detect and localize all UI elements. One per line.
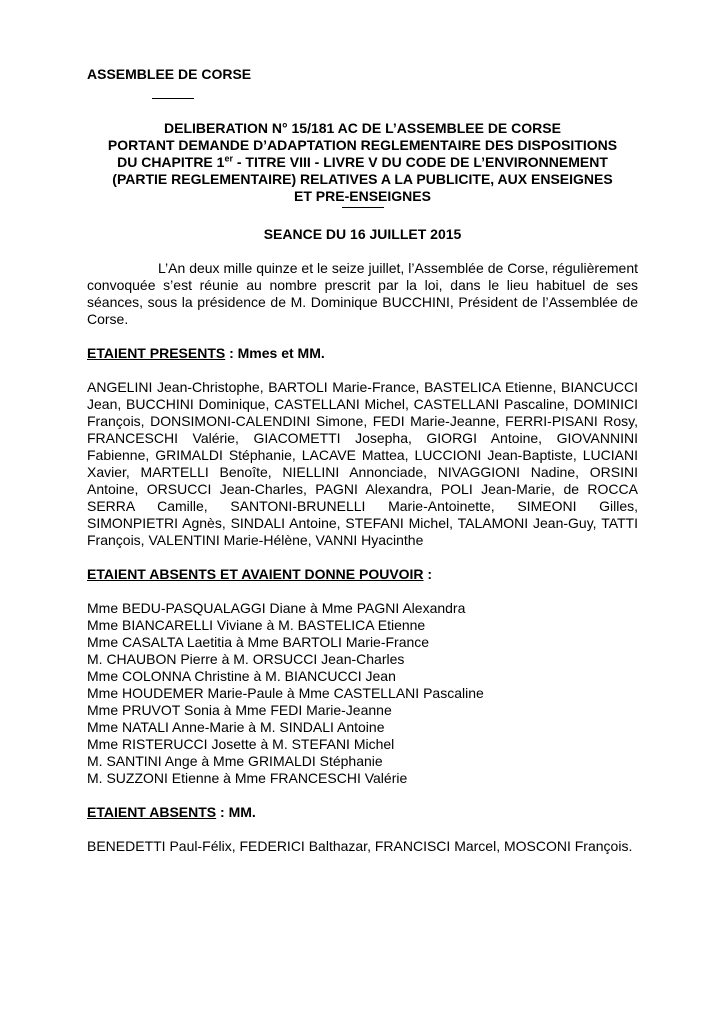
proxy-item: Mme COLONNA Christine à M. BIANCUCCI Jean <box>87 668 396 684</box>
proxy-item: Mme BIANCARELLI Viviane à M. BASTELICA Etienne <box>87 617 426 633</box>
proxy-item: Mme HOUDEMER Marie-Paule à Mme CASTELLANI Pascaline <box>87 685 484 701</box>
proxy-item: Mme PRUVOT Sonia à Mme FEDI Marie-Jeanne <box>87 702 392 718</box>
proxies-list <box>87 600 638 787</box>
title-line-3-end: - TITRE VIII - LIVRE V DU CODE DE L’ENVIRONNEMENT <box>232 154 608 170</box>
proxies-heading-suffix: : <box>423 566 433 582</box>
proxies-heading <box>87 566 638 583</box>
title-line-3-start: DU CHAPITRE 1 <box>117 154 225 170</box>
title-line-3 <box>87 154 638 171</box>
presents-heading <box>87 345 638 362</box>
presents-heading-suffix: : Mmes et MM. <box>225 345 325 361</box>
proxy-item: Mme BEDU-PASQUALAGGI Diane à Mme PAGNI Alexandra <box>87 600 466 616</box>
organization-title: ASSEMBLEE DE CORSE <box>87 66 252 82</box>
intro-paragraph: L’An deux mille quinze et le seize juillet, l’Assemblée de Corse, régulièrement convoquée s’est réunie au nombre prescrit par la loi, dans le lieu habituel de ses séances, sous la présidence de M. Dominique BUCCHINI, Président de l’Assemblée de Corse. <box>87 260 638 327</box>
proxy-item: M. CHAUBON Pierre à M. ORSUCCI Jean-Charles <box>87 651 405 667</box>
proxy-item: M. SANTINI Ange à Mme GRIMALDI Stéphanie <box>87 753 383 769</box>
deliberation-title <box>87 120 638 205</box>
title-line-2: PORTANT DEMANDE D’ADAPTATION REGLEMENTAIRE DES DISPOSITIONS <box>107 137 618 153</box>
proxies-heading-label: ETAIENT ABSENTS ET AVAIENT DONNE POUVOIR <box>87 566 424 582</box>
title-separator <box>342 207 384 208</box>
proxy-item: M. SUZZONI Etienne à Mme FRANCESCHI Valérie <box>87 770 408 786</box>
absents-list: BENEDETTI Paul-Félix, FEDERICI Balthazar, FRANCISCI Marcel, MOSCONI François. <box>87 838 633 854</box>
presents-heading-label: ETAIENT PRESENTS <box>87 345 226 361</box>
title-line-1: DELIBERATION N° 15/181 AC DE L’ASSEMBLEE DE CORSE <box>164 120 561 136</box>
proxy-item: Mme NATALI Anne-Marie à M. SINDALI Antoine <box>87 719 385 735</box>
absents-heading <box>87 804 638 821</box>
title-line-5: ET PRE-ENSEIGNES <box>294 188 431 204</box>
proxy-item: Mme CASALTA Laetitia à Mme BARTOLI Marie-France <box>87 634 430 650</box>
proxy-item: Mme RISTERUCCI Josette à M. STEFANI Michel <box>87 736 395 752</box>
absents-heading-label: ETAIENT ABSENTS <box>87 804 217 820</box>
document-page <box>87 66 638 855</box>
session-date: SEANCE DU 16 JUILLET 2015 <box>263 226 462 242</box>
presents-list: ANGELINI Jean-Christophe, BARTOLI Marie-France, BASTELICA Etienne, BIANCUCCI Jean, BUCCHINI Dominique, CASTELLANI Michel, CASTELLANI Pascaline, DOMINICI François, DONSIMONI-CALENDINI Simone, FEDI Marie-Jeanne, FERRI-PISANI Rosy, FRANCESCHI Valérie, GIACOMETTI Josepha, GIORGI Antoine, GIOVANNINI Fabienne, GRIMALDI Stéphanie, LACAVE Mattea, LUCCIONI Jean-Baptiste, LUCIANI Xavier, MARTELLI Benoîte, NIELLINI Annonciade, NIVAGGIONI Nadine, ORSINI Antoine, ORSUCCI Jean-Charles, PAGNI Alexandra, POLI Jean-Marie, de ROCCA SERRA Camille, SANTONI-BRUNELLI Marie-Antoinette, SIMEONI Gilles, SIMONPIETRI Agnès, SINDALI Antoine, STEFANI Michel, TALAMONI Jean-Guy, TATTI François, VALENTINI Marie-Hélène, VANNI Hyacinthe <box>87 379 638 548</box>
title-line-3-superscript: er <box>224 153 233 164</box>
absents-heading-suffix: : MM. <box>216 804 256 820</box>
title-line-4: (PARTIE REGLEMENTAIRE) RELATIVES A LA PUBLICITE, AUX ENSEIGNES <box>112 171 613 187</box>
header-separator <box>152 98 194 99</box>
